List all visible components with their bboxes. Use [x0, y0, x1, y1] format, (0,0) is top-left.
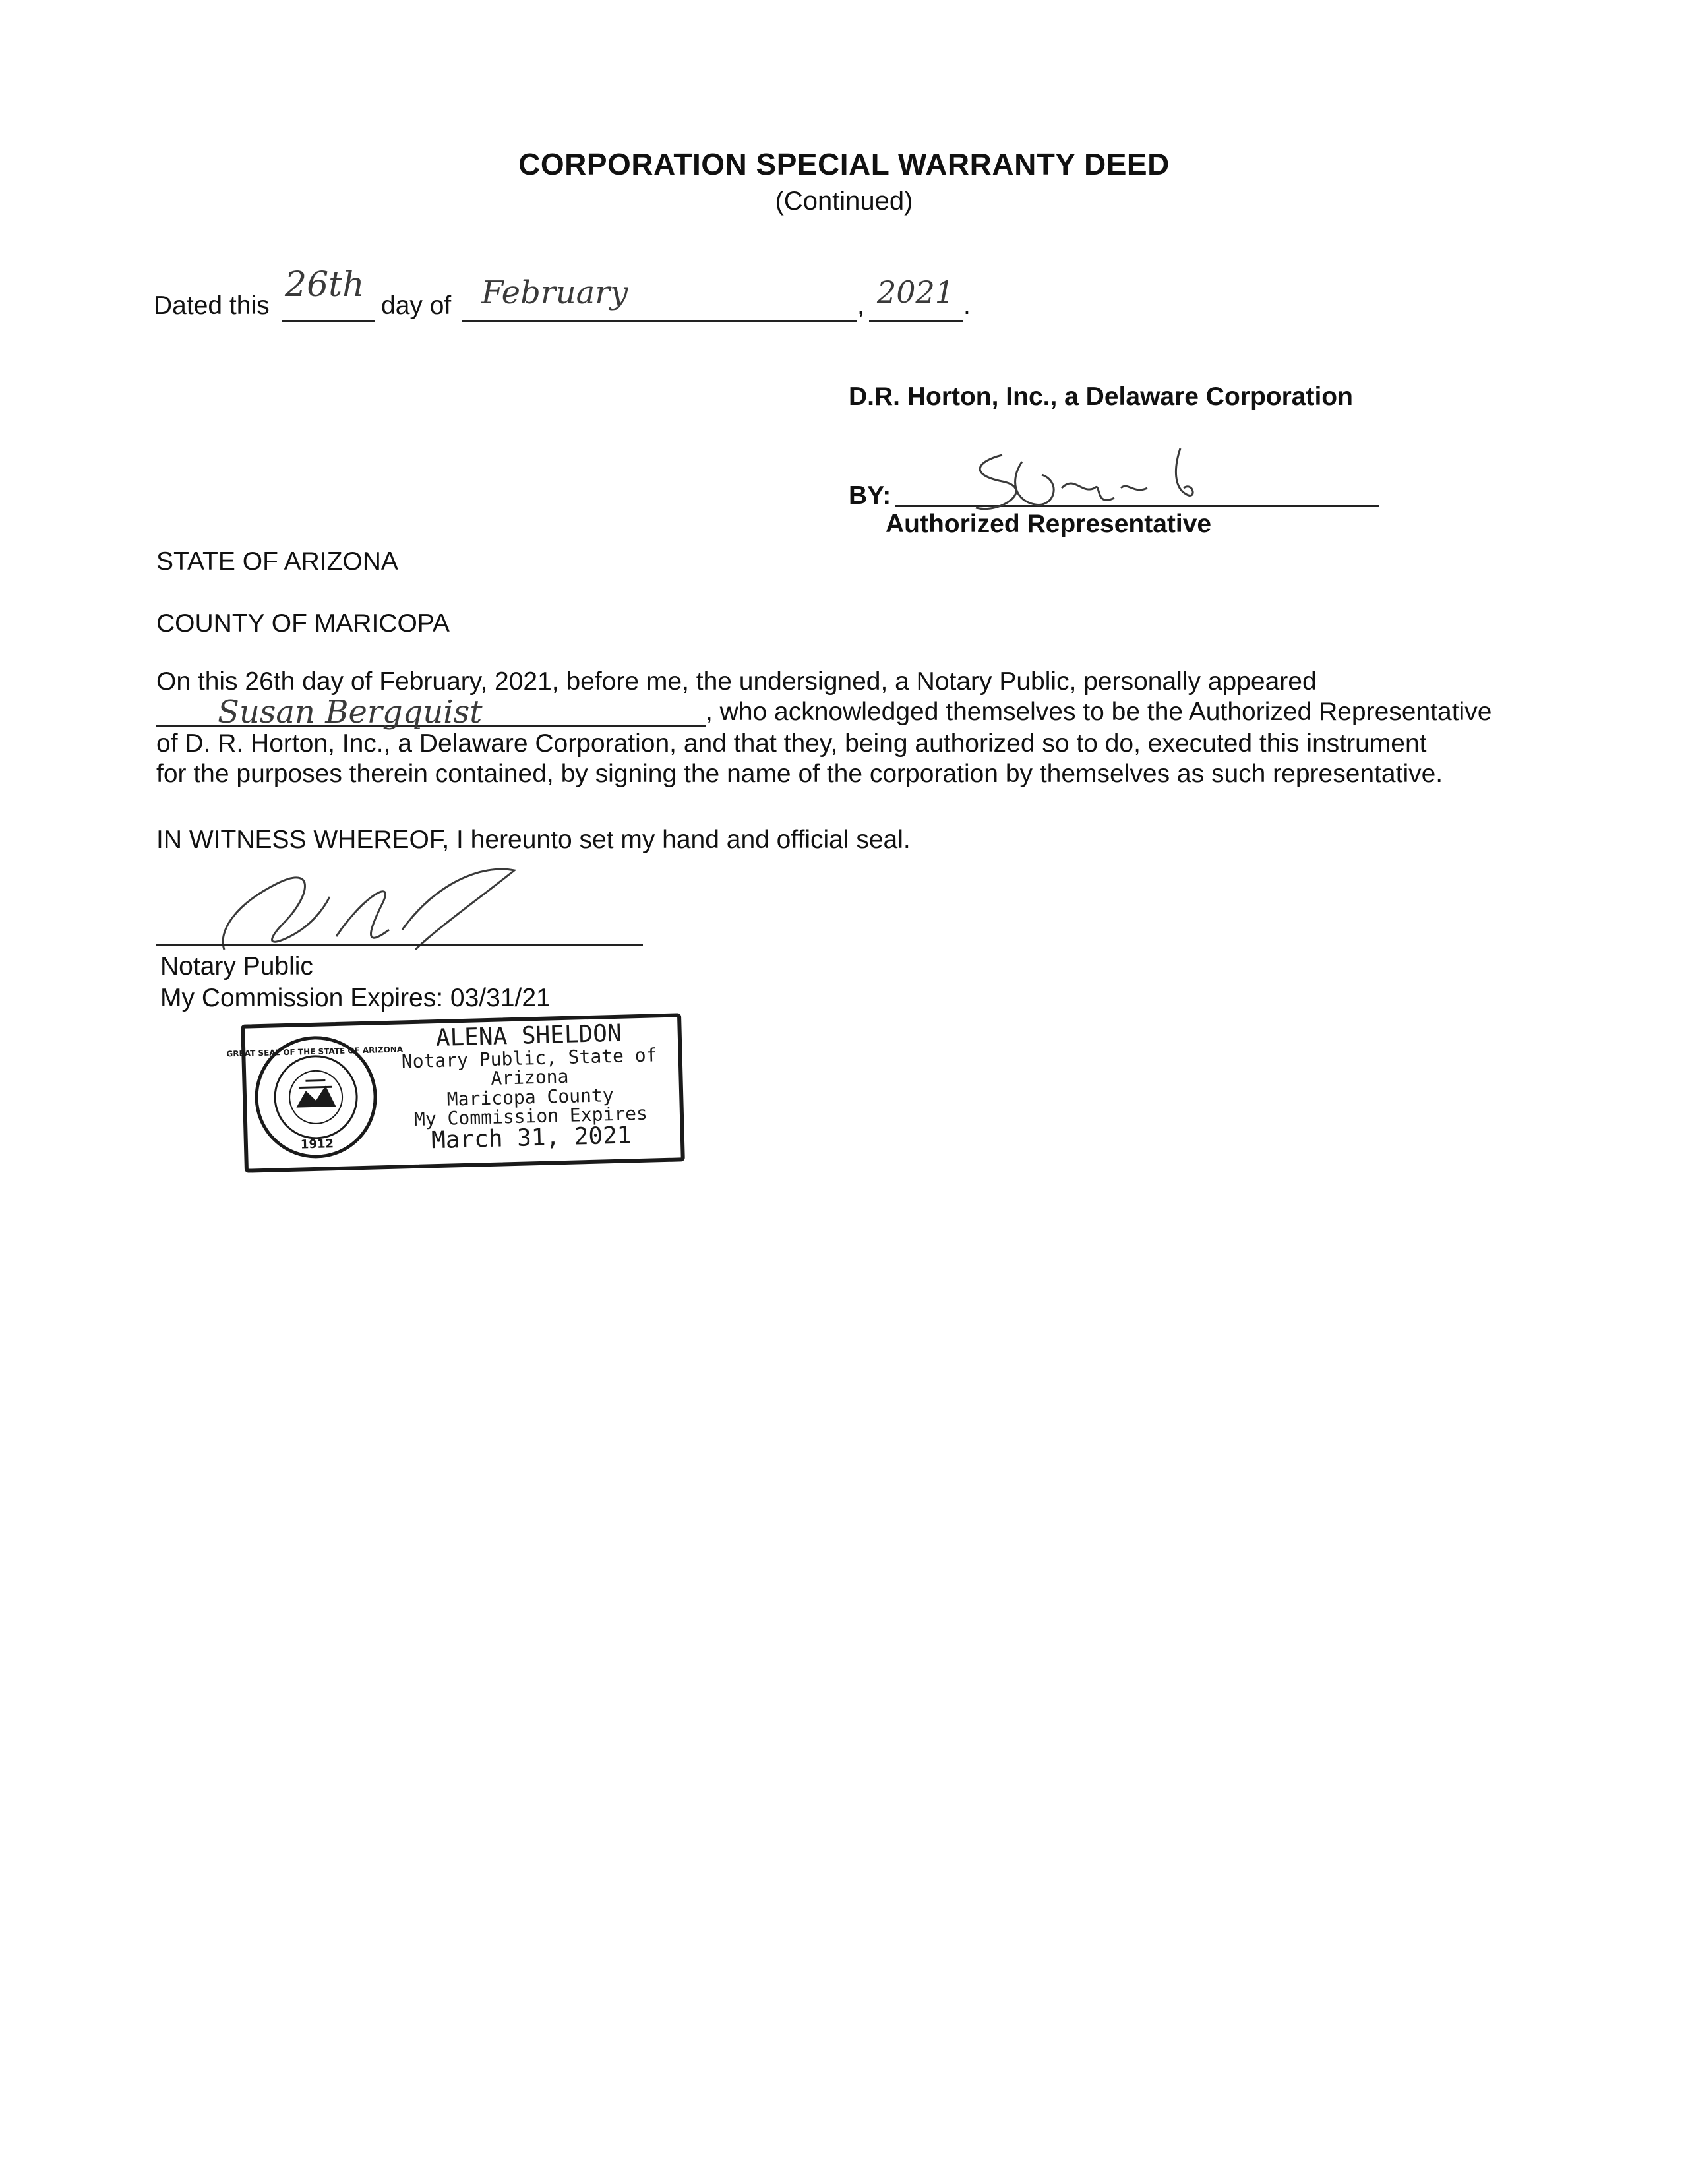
notary-signature-line [156, 944, 643, 946]
seal-text: GREAT SEAL OF THE STATE OF ARIZONA [226, 1045, 404, 1059]
notary-stamp [226, 1013, 685, 1172]
day-of-label: day of [381, 291, 452, 320]
day-handwritten: 26th [285, 265, 365, 305]
by-label: BY: [849, 481, 891, 510]
month-blank [462, 320, 857, 322]
stamp-name: ALENA SHELDON [435, 1019, 622, 1052]
document-title: CORPORATION SPECIAL WARRANTY DEED [518, 147, 1170, 181]
state-seal-icon [226, 1033, 404, 1161]
dated-prefix: Dated this [154, 291, 270, 320]
stamp-line-4: My Commission Expires [413, 1102, 648, 1130]
signer-title: Authorized Representative [886, 510, 1212, 538]
stamp-line-3: Maricopa County [446, 1083, 615, 1110]
grantor-company: D.R. Horton, Inc., a Delaware Corporation [849, 382, 1353, 411]
year-handwritten: 2021 [877, 274, 955, 310]
ack-line-1: On this 26th day of February, 2021, before me, the undersigned, a Notary Public, personally appeared [156, 667, 1317, 696]
notary-signature [198, 857, 541, 956]
notary-commission: My Commission Expires: 03/31/21 [160, 984, 551, 1012]
month-handwritten: February [481, 274, 628, 311]
day-blank [282, 320, 375, 322]
seal-year: 1912 [300, 1137, 334, 1152]
ack-line-3: of D. R. Horton, Inc., a Delaware Corporation, and that they, being authorized so to do, executed this instrument [156, 729, 1427, 758]
document-subtitle: (Continued) [775, 187, 913, 216]
witness-clause: IN WITNESS WHEREOF, I hereunto set my hand and official seal. [156, 826, 911, 854]
date-comma: , [857, 291, 864, 320]
ack-line-4: for the purposes therein contained, by signing the name of the corporation by themselves as such representative. [156, 760, 1443, 788]
venue-state: STATE OF ARIZONA [156, 547, 398, 576]
stamp-line-5: March 31, 2021 [431, 1122, 632, 1155]
stamp-line-2: Notary Public, State of Arizona [401, 1044, 657, 1090]
year-blank [869, 320, 963, 322]
notary-label: Notary Public [160, 952, 313, 981]
venue-county: COUNTY OF MARICOPA [156, 609, 450, 638]
date-period: . [963, 291, 971, 320]
appearer-handwritten: Susan Bergquist [218, 694, 483, 731]
ack-line-2: , who acknowledged themselves to be the Authorized Representative [706, 698, 1492, 726]
